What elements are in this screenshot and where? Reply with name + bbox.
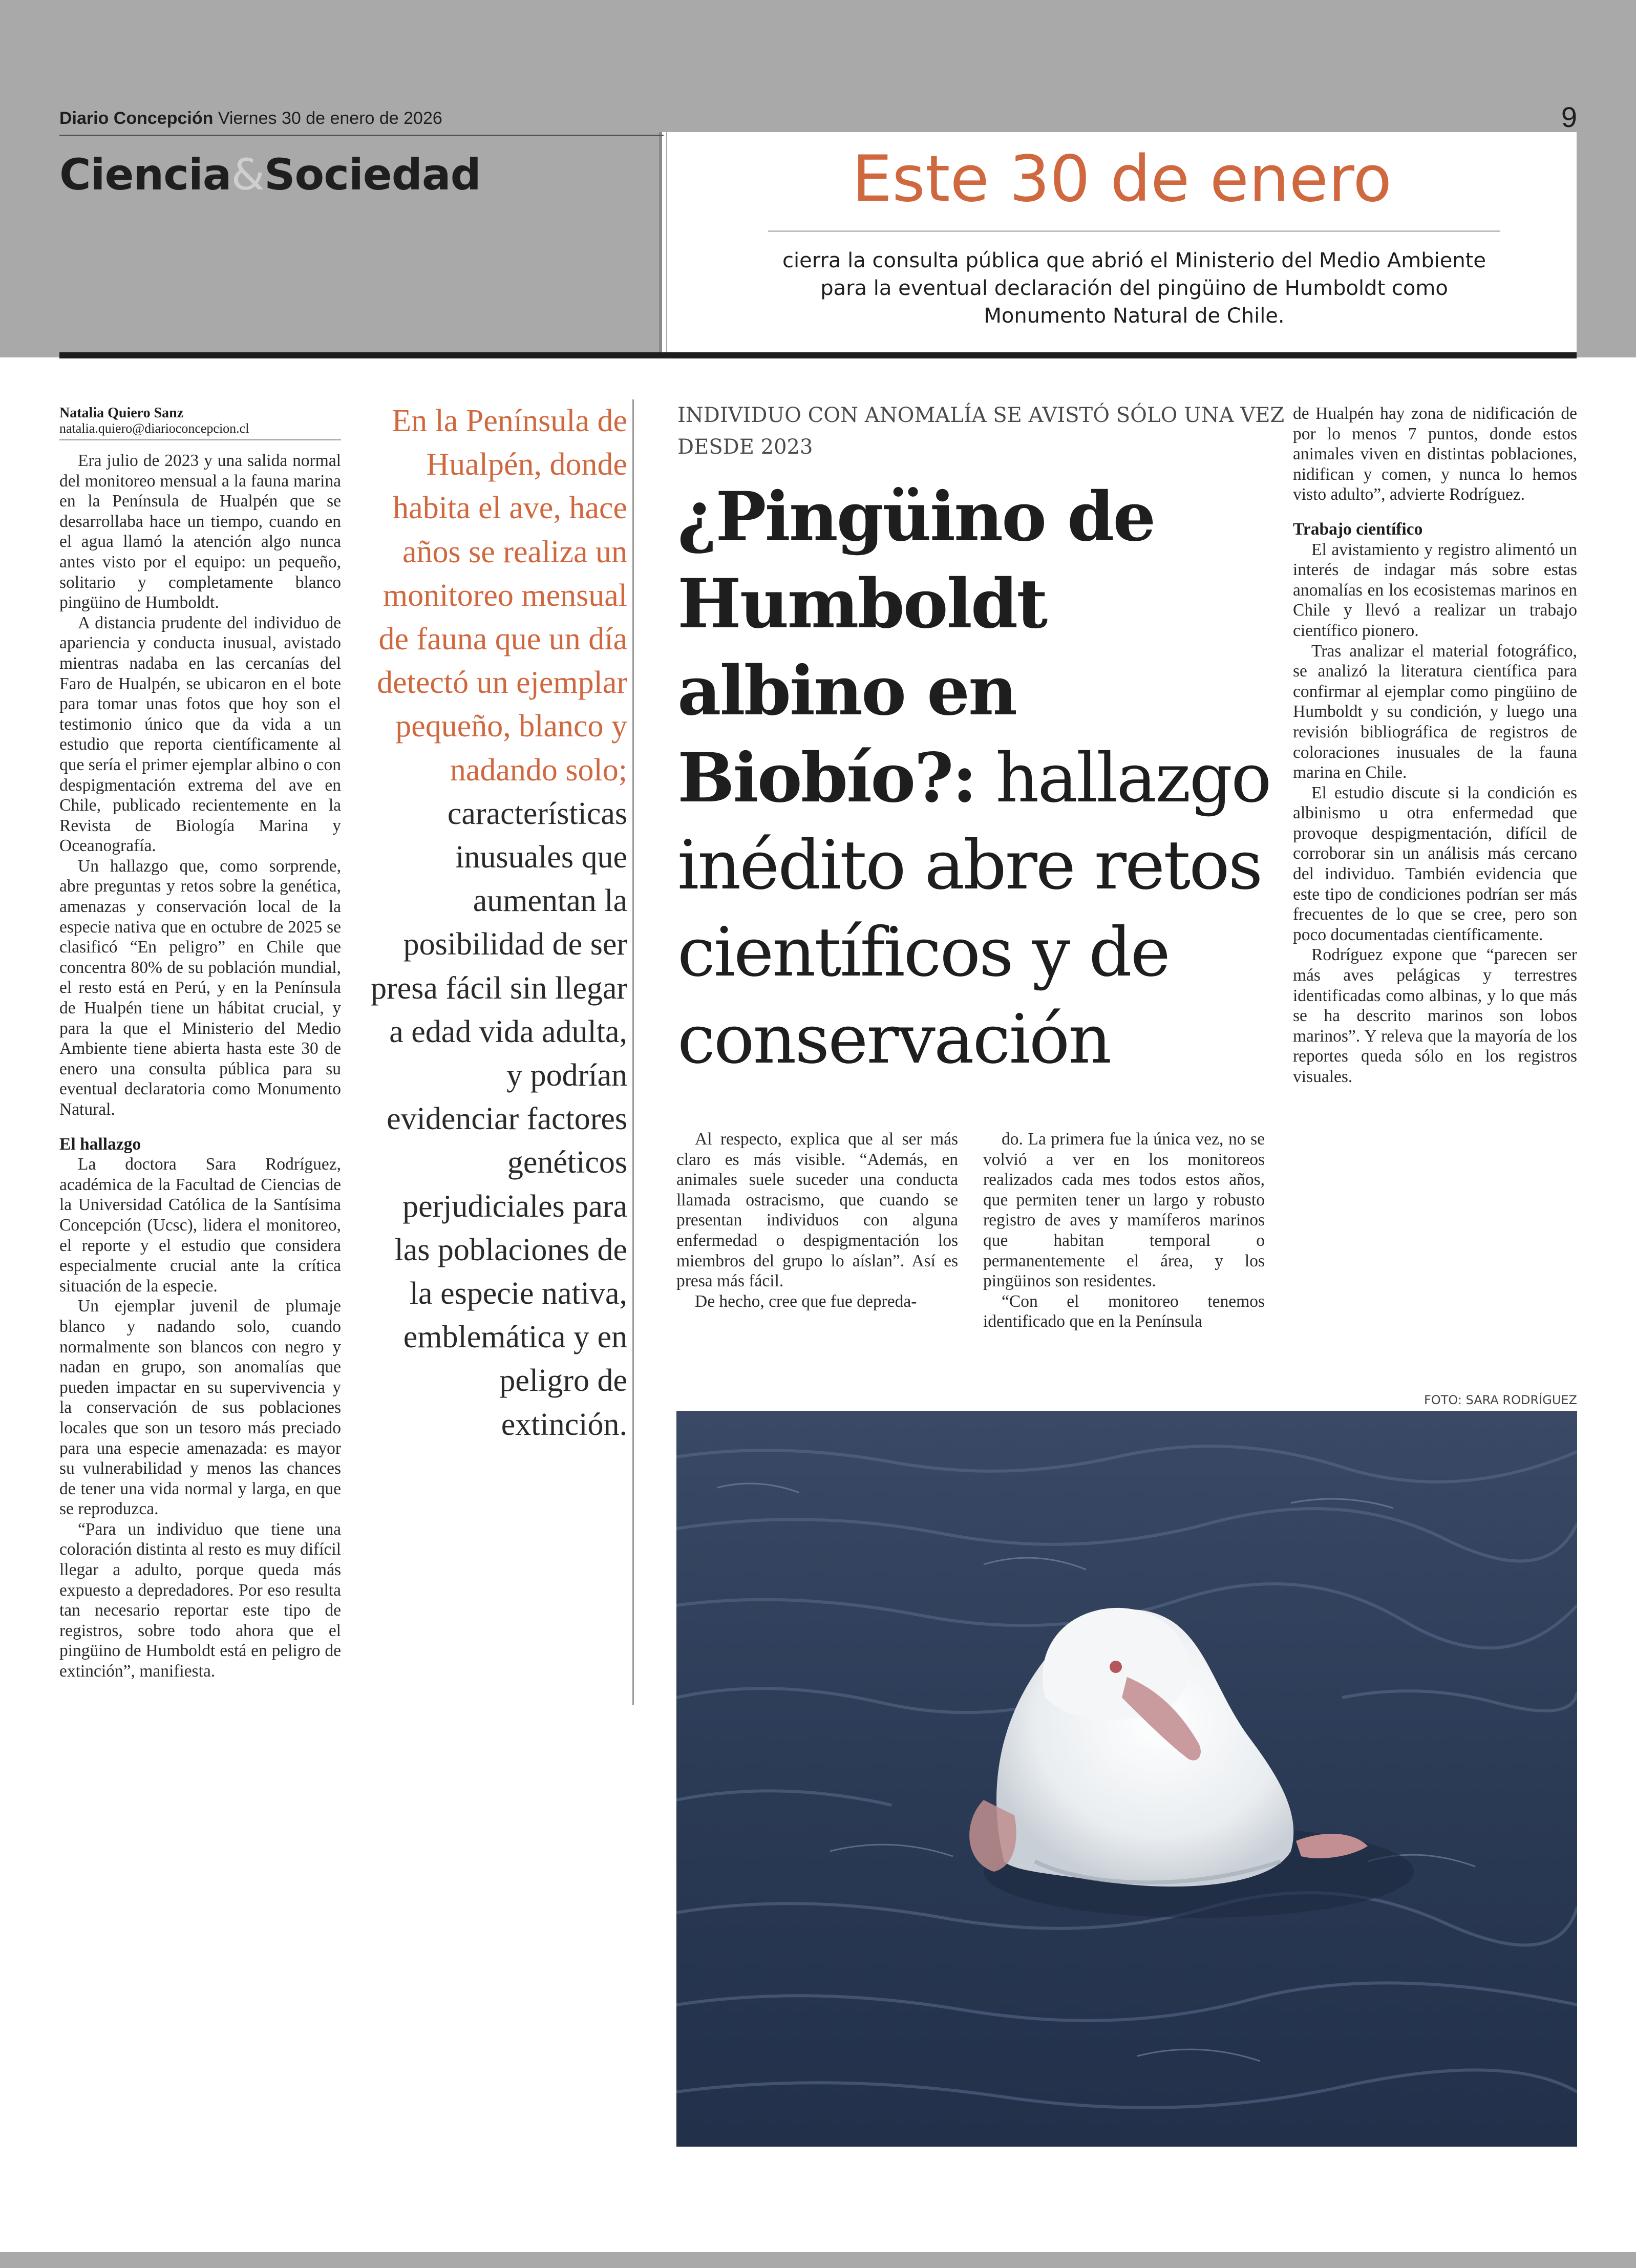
headline <box>677 474 1292 1083</box>
paragraph: El avistamiento y registro alimentó un interés de indagar más sobre estas anomalías en los ecosistemas marinos en Chile y llevó a realizar un trabajo científico pionero. <box>1293 540 1577 640</box>
byline <box>59 406 341 440</box>
article-column-2 <box>676 1129 958 1311</box>
subheading-trabajo-cientifico: Trabajo científico <box>1293 519 1423 539</box>
paragraph: Tras analizar el material fotográfico, se analizó la literatura científica para confirmar al ejemplar como pingüino de Humboldt y su condición, y luego una revisión bibliográfica de registros de coloraciones inusuales de la fauna marina en Chile. <box>1293 641 1577 782</box>
section-part2: Sociedad <box>264 150 481 200</box>
publication-name: Diario Concepción <box>59 109 214 128</box>
paragraph: “Para un individuo que tiene una coloración distinta al resto es muy difícil llegar a adulto, porque queda más expuesto a depredadores. Por eso resulta tan necesario reportar este tipo de registros, sobre todo ahora que el pingüino de Humboldt está en peligro de extinción”, manifiesta. <box>59 1519 341 1681</box>
bottom-gray-band <box>0 2252 1636 2268</box>
pull-quote-body: características inusuales que aumentan la posibilidad de ser presa fácil sin llegar a edad vida adulta, y podrían evidenciar factores genéticos perjudiciales para las poblaciones de la especie nativa, emblemática y en peligro de extinción. <box>371 796 627 1442</box>
photo-credit: FOTO: SARA RODRÍGUEZ <box>1424 1393 1577 1407</box>
paragraph: La doctora Sara Rodríguez, académica de la Facultad de Ciencias de la Universidad Católica de la Santísima Concepción (Ucsc), lidera el monitoreo, el reporte y el estudio que considera especialmente crucial ante la crítica situación de la especie. <box>59 1155 341 1296</box>
paragraph: de Hualpén hay zona de nidificación de por lo menos 7 puntos, donde estos animales viven en distintas poblaciones, nidifican y comen, y nunca lo hemos visto adulto”, advierte Rodríguez. <box>1293 404 1577 504</box>
paragraph: Era julio de 2023 y una salida normal del monitoreo mensual a la fauna marina en la Península de Hualpén que se desarrollaba hace un tiempo, cuando en el agua llamó la atención algo nunca antes visto por el equipo: un pequeño, solitario y completamente blanco pingüino de Humboldt. <box>59 451 341 612</box>
article-column-4 <box>1293 404 1577 1087</box>
section-part1: Ciencia <box>59 150 231 200</box>
kicker-date: Este 30 de enero <box>852 142 1392 216</box>
penguin-photo <box>676 1411 1577 2147</box>
pull-quote-highlight: En la Península de Hualpén, donde habita el ave, hace años se realiza un monitoreo mensual de fauna que un día detectó un ejemplar pequeño, blanco y nadando solo; <box>377 404 627 788</box>
paragraph: El estudio discute si la condición es albinismo u otra enfermedad que provoque despigmentación, difícil de corroborar sin un análisis más cercano del individuo. También evidencia que este tipo de condiciones podrían ser más frecuentes de lo que se cree, pero son poco documentadas científicamente. <box>1293 783 1577 944</box>
paragraph: do. La primera fue la única vez, no se volvió a ver en los monitoreos realizados cada mes todos estos años, que permiten tener un largo y robusto registro de aves y mamíferos marinos que habitan temporal o permanentemente el área, y los pingüinos son residentes. <box>983 1130 1265 1291</box>
paragraph: Rodríguez expone que “parecen ser más aves pelágicas y terrestres identificadas como albinas, y lo que más se ha descrito marinos son lobos marinos”. Y releva que la mayoría de los reportes queda sólo en los registros visuales. <box>1293 945 1577 1086</box>
paragraph: Un hallazgo que, como sorprende, abre preguntas y retos sobre la genética, amenazas y conservación local de la especie nativa que en octubre de 2025 se clasificó “En peligro” en Chile que concentra 80% de su población mundial, el resto está en Perú, y en la Península de Hualpén tiene un hábitat crucial, y para la que el Ministerio del Medio Ambiente tiene abierta hasta este 30 de enero una consulta pública para su eventual declaratoria como Monumento Natural. <box>59 856 341 1119</box>
headline-regular: hallazgo inédito abre retos científicos y de conservación <box>677 739 1270 1079</box>
page-number: 9 <box>1561 101 1577 133</box>
section-amp: & <box>231 150 264 200</box>
kicker-rule <box>768 230 1500 232</box>
paragraph: Al respecto, explica que al ser más claro es más visible. “Además, en animales suele suceder una conducta llamada ostracismo, que cuando se presentan individuos con alguna enfermedad o despigmentación los miembros del grupo lo aíslan”. Así es presa más fácil. <box>676 1130 958 1291</box>
author-email: natalia.quiero@diarioconcepcion.cl <box>59 421 249 436</box>
paragraph: Un ejemplar juvenil de plumaje blanco y nadando solo, cuando normalmente son blancos con negro y nadan en grupo, son anomalías que pueden impactar en su supervivencia y la conservación de sus poblaciones locales que son un tesoro más preciado para una especie amenazada: es mayor su vulnerabilidad y menos las chances de tener una vida normal y larga, en que se reproduzca. <box>59 1297 341 1519</box>
paragraph: De hecho, cree que fue depreda- <box>695 1291 917 1311</box>
author-name: Natalia Quiero Sanz <box>59 405 184 421</box>
subheading-hallazgo: El hallazgo <box>59 1134 141 1154</box>
main-rule <box>59 352 1577 358</box>
paragraph: “Con el monitoreo tenemos identificado que en la Península <box>983 1291 1265 1331</box>
section-title <box>59 150 481 200</box>
paragraph: A distancia prudente del individuo de apariencia y conducta inusual, avistado mientras nadaba en las cercanías del Faro de Hualpén, se ubicaron en el bote para tomar unas fotos que hoy son el testimonio único que da vida a un estudio que reporta científicamente al que sería el primer ejemplar albino o con despigmentación extrema del ave en Chile, publicado recientemente en la Revista de Biología Marina y Oceanografía. <box>59 613 341 856</box>
penguin-eye <box>1110 1661 1122 1673</box>
folio-rule <box>59 135 664 136</box>
headline-kicker: INDIVIDUO CON ANOMALÍA SE AVISTÓ SÓLO UNA VEZ DESDE 2023 <box>677 404 1285 459</box>
article-column-3 <box>983 1129 1265 1332</box>
article-column-1 <box>59 451 341 1682</box>
kicker-text: cierra la consulta pública que abrió el Ministerio del Medio Ambiente para la eventual declaración del pingüino de Humboldt como Monumento Natural de Chile. <box>782 249 1486 328</box>
pull-quote-rule <box>632 399 634 1705</box>
pull-quote <box>369 399 627 1447</box>
headline-bold: ¿Pingüino de Humboldt albino en Biobío?: <box>677 477 1155 818</box>
header-divider <box>659 132 666 357</box>
issue-date: Viernes 30 de enero de 2026 <box>218 109 442 128</box>
folio-line <box>59 109 442 129</box>
